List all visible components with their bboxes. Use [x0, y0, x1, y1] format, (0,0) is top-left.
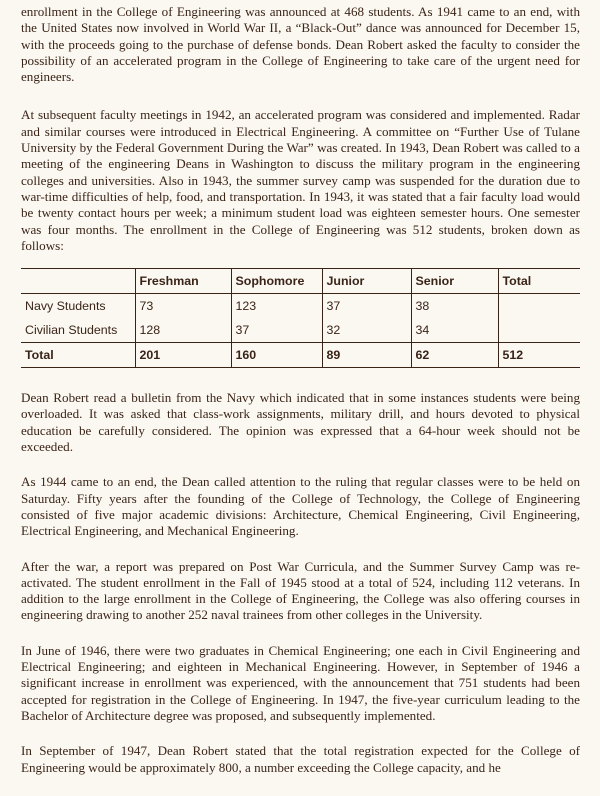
table-cell: 73 — [135, 294, 231, 319]
table-cell: 32 — [322, 318, 411, 343]
table-cell — [498, 318, 580, 343]
table-total-row — [21, 343, 580, 368]
table-cell: Civilian Students — [25, 323, 118, 338]
paragraph-1: enrollment in the College of Engineering was announced at 468 students. As 1941 came to an end, with the United States now involved in World War II, a “Black-Out” dance was announced for December 15, with the proceeds going to the purchase of defense bonds. Dean Robert asked the faculty to consider the possibility of an accelerated program in the College of Engineering to take care of the urgent need for engineers. — [21, 4, 580, 85]
table-cell: 62 — [411, 343, 498, 368]
enrollment-table — [21, 268, 580, 368]
table-cell: 512 — [498, 343, 580, 368]
table-cell: 38 — [411, 294, 498, 319]
table-cell: 128 — [135, 318, 231, 343]
paragraph-5: After the war, a report was prepared on Post War Curricula, and the Summer Survey Camp was re-activated. The student enrollment in the Fall of 1945 stood at a total of 524, including 112 veterans. In addition to the large enrollment in the College of Engineering, the College was also offering courses in engineering drawing to another 252 naval trainees from other colleges in the University. — [21, 558, 580, 623]
table-row — [21, 294, 580, 319]
table-header-cell: Senior — [411, 269, 498, 294]
table-cell: 37 — [231, 318, 322, 343]
table-cell: Navy Students — [25, 299, 106, 314]
table-cell — [498, 294, 580, 319]
paragraph-7: In September of 1947, Dean Robert stated that the total registration expected for the College of Engineering would be approximately 800, a number exceeding the College capacity, and he — [21, 743, 580, 775]
paragraph-2: At subsequent faculty meetings in 1942, an accelerated program was considered and implemented. Radar and similar courses were introduced in Electrical Engineering. A committee on “Further Use of Tulane University by the Federal Government During the War” was created. In 1943, Dean Robert was called to a meeting of the engineering Deans in Washington to discuss the military program in the engineering colleges and universities. Also in 1943, the summer survey camp was suspended for the duration due to war-time difficulties of help, food, and transportation. In 1943, it was stated that a fair faculty load would be twenty contact hours per week; a minimum student load was eighteen semester hours. One semester was four months. The enrollment in the College of Engineering was 512 students, broken down as follows: — [21, 107, 580, 253]
table-cell: 37 — [322, 294, 411, 319]
table-cell: 201 — [135, 343, 231, 368]
table-cell: 89 — [322, 343, 411, 368]
paragraph-6: In June of 1946, there were two graduates in Chemical Engineering; one each in Civil Engineering and Electrical Engineering; and eighteen in Mechanical Engineering. However, in September of 1946 a significant increase in enrollment was experienced, with the announcement that 751 students had been accepted for registration in the College of Engineering. In 1947, the five-year curriculum leading to the Bachelor of Architecture degree was proposed, and subsequently implemented. — [21, 642, 580, 723]
table-row — [21, 318, 580, 343]
table-header-cell — [21, 269, 135, 294]
table-header-cell: Freshman — [135, 269, 231, 294]
table-cell: 34 — [411, 318, 498, 343]
table-header-cell: Junior — [322, 269, 411, 294]
table-cell: Total — [21, 343, 135, 368]
table-cell: 160 — [231, 343, 322, 368]
table-cell: 123 — [231, 294, 322, 319]
paragraph-4: As 1944 came to an end, the Dean called attention to the ruling that regular classes were to be held on Saturday. Fifty years after the founding of the College of Technology, the College of Engineering consisted of five major academic divisions: Architecture, Chemical Engineering, Civil Engineering, Electrical Engineering, and Mechanical Engineering. — [21, 474, 580, 539]
table-header-cell: Sophomore — [231, 269, 322, 294]
table-header-cell: Total — [498, 269, 580, 294]
paragraph-3: Dean Robert read a bulletin from the Navy which indicated that in some instances students were being overloaded. It was asked that class-work assignments, military drill, and hours devoted to physical education be carefully considered. The opinion was expressed that a 64-hour week should not be exceeded. — [21, 390, 580, 455]
table-header-row — [21, 269, 580, 294]
